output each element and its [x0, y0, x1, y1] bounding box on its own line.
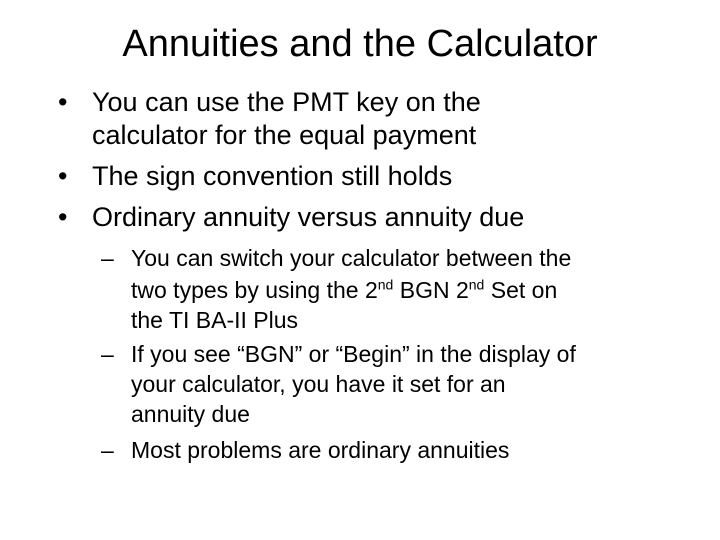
sub-bullet-text-part: Set on	[484, 277, 558, 303]
sub-bullet-text: Most problems are ordinary annuities	[131, 437, 510, 463]
superscript: nd	[377, 276, 394, 293]
bullet-text: You can use the PMT key on the	[92, 87, 481, 117]
sub-bullet-text: annuity due	[131, 401, 250, 427]
bullet-marker: •	[58, 202, 68, 232]
bullet-marker: •	[58, 161, 68, 191]
sub-bullet-marker: –	[101, 437, 114, 463]
bullet-marker: •	[58, 87, 68, 117]
sub-bullet-text: You can switch your calculator between the	[131, 245, 572, 271]
sub-bullet-marker: –	[101, 341, 114, 367]
bullet-text: Ordinary annuity versus annuity due	[92, 202, 525, 232]
sub-bullet-text-part: BGN 2	[393, 277, 469, 303]
bullet-text: The sign convention still holds	[92, 161, 453, 191]
sub-bullet-text-part: two types by using the 2	[131, 277, 378, 303]
bullet-text: calculator for the equal payment	[92, 120, 477, 150]
sub-bullet-marker: –	[101, 245, 114, 271]
sub-bullet-text: your calculator, you have it set for an	[131, 371, 506, 397]
superscript: nd	[468, 276, 485, 293]
sub-bullet-text: the TI BA-II Plus	[131, 307, 299, 333]
slide-title: Annuities and the Calculator	[122, 23, 598, 65]
sub-bullet-text: If you see “BGN” or “Begin” in the display of	[131, 341, 576, 367]
sub-bullet-text	[131, 276, 557, 304]
